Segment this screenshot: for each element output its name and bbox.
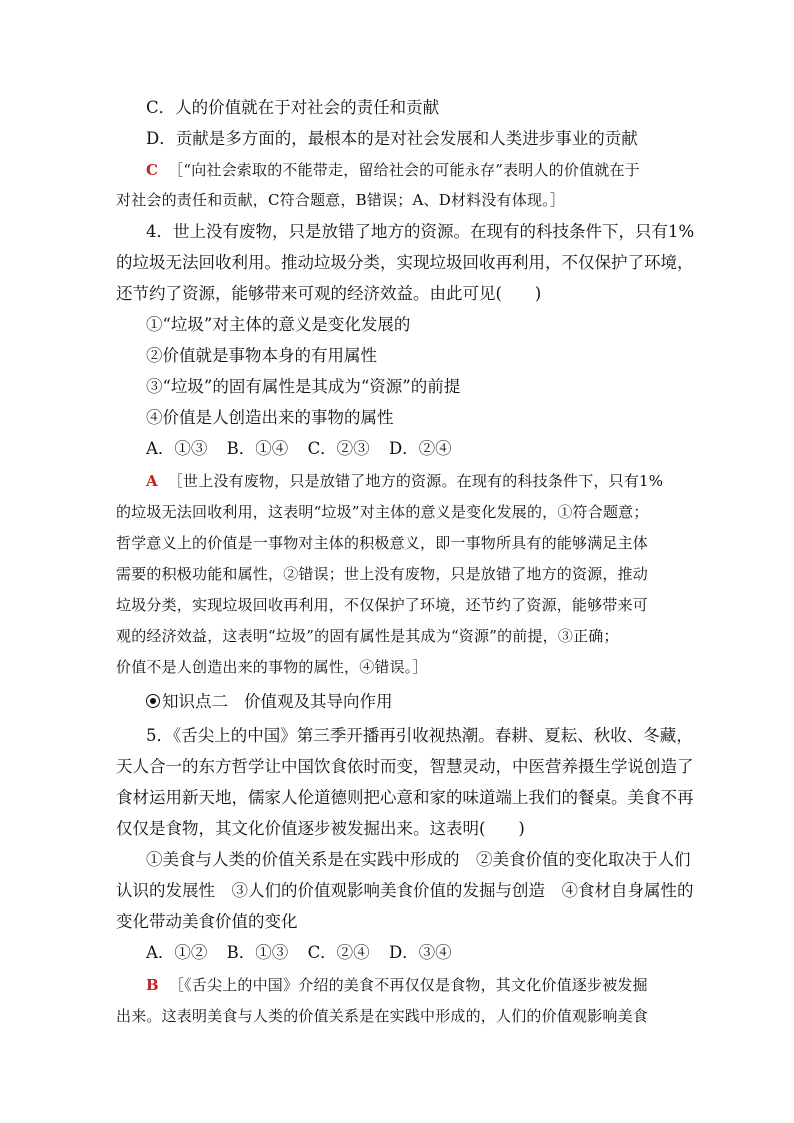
q5-options bbox=[146, 942, 686, 964]
q5-stem-line: 天人合一的东方哲学让中国饮食依时而变，智慧灵动，中医营养摄生学说创造了 bbox=[116, 757, 694, 776]
q4-answer-line: 的垃圾无法回收利用，这表明“垃圾”对主体的意义是变化发展的，①符合题意； bbox=[116, 503, 649, 521]
q4-answer-line: 观的经济效益，这表明“垃圾”的固有属性是其成为“资源”的前提，③正确； bbox=[116, 627, 619, 645]
q4-answer-line bbox=[146, 470, 686, 492]
q4-option-d: D．②④ bbox=[388, 439, 452, 458]
q4-answer-line: 垃圾分类，实现垃圾回收再利用，不仅保护了环境，还节约了资源，能够带来可 bbox=[116, 596, 649, 614]
q3-option-d: D．贡献是多方面的，最根本的是对社会发展和人类进步事业的贡献 bbox=[146, 129, 638, 148]
q4-stem-line: 还节约了资源，能够带来可观的经济效益。由此可见( ) bbox=[116, 284, 542, 303]
q5-items-line: 变化带动美食价值的变化 bbox=[116, 912, 298, 931]
q5-answer-line bbox=[146, 974, 686, 996]
section-title: 价值观及其导向作用 bbox=[244, 692, 393, 711]
q4-answer-line: 价值不是人创造出来的事物的属性，④错误。］ bbox=[116, 658, 428, 676]
q4-answer-text: ［世上没有废物，只是放错了地方的资源。在现有的科技条件下，只有1% bbox=[167, 472, 664, 490]
section-label: 知识点二 bbox=[162, 692, 228, 711]
q4-item-3: ③“垃圾”的固有属性是其成为“资源”的前提 bbox=[146, 377, 461, 396]
q5-option-b: B．①③ bbox=[226, 943, 289, 962]
q5-option-a: A．①② bbox=[146, 943, 208, 962]
q5-stem-line: 仅仅是食物，其文化价值逐步被发掘出来。这表明( ) bbox=[116, 819, 525, 838]
q3-answer-line2: 对社会的责任和贡献，C符合题意，B错误；A、D材料没有体现。］ bbox=[116, 191, 566, 209]
q5-answer-line: 出来。这表明美食与人类的价值关系是在实践中形成的，人们的价值观影响美食 bbox=[116, 1007, 649, 1025]
section-heading bbox=[146, 690, 393, 714]
q4-option-a: A．①③ bbox=[146, 439, 208, 458]
q4-option-c: C．②③ bbox=[307, 439, 370, 458]
q4-item-4: ④价值是人创造出来的事物的属性 bbox=[146, 408, 394, 427]
q4-options bbox=[146, 438, 686, 460]
q5-answer-text: ［《舌尖上的中国》介绍的美食不再仅仅是食物，其文化价值逐步被发掘 bbox=[168, 976, 648, 994]
q5-option-c: C．②④ bbox=[307, 943, 370, 962]
q4-item-1: ①“垃圾”对主体的意义是变化发展的 bbox=[146, 315, 411, 334]
q5-items-line: ①美食与人类的价值关系是在实践中形成的 ②美食价值的变化取决于人们 bbox=[146, 850, 691, 869]
q3-option-c: C．人的价值就在于对社会的责任和贡献 bbox=[146, 98, 440, 117]
q4-option-b: B．①④ bbox=[226, 439, 289, 458]
q4-answer-line: 哲学意义上的价值是一事物对主体的积极意义，即一事物所具有的能够满足主体 bbox=[116, 534, 649, 552]
q4-stem-line: 4．世上没有废物，只是放错了地方的资源。在现有的科技条件下，只有1% bbox=[146, 222, 695, 241]
q5-option-d: D．③④ bbox=[388, 943, 452, 962]
q4-stem-line: 的垃圾无法回收利用。推动垃圾分类，实现垃圾回收再利用，不仅保护了环境， bbox=[116, 253, 694, 272]
target-bullet-icon bbox=[146, 694, 160, 708]
q4-answer-line: 需要的积极功能和属性，②错误；世上没有废物，只是放错了地方的资源，推动 bbox=[116, 565, 649, 583]
q4-answer-letter: A bbox=[146, 472, 158, 490]
q3-answer-letter: C bbox=[146, 161, 159, 179]
q5-stem-line: 5．《舌尖上的中国》第三季开播再引收视热潮。春耕、夏耘、秋收、冬藏， bbox=[146, 726, 693, 745]
q3-answer-text: ［“向社会索取的不能带走，留给社会的可能永存”表明人的价值就在于 bbox=[168, 161, 640, 179]
q4-item-2: ②价值就是事物本身的有用属性 bbox=[146, 346, 377, 365]
q5-stem-line: 食材运用新天地，儒家人伦道德则把心意和家的味道端上我们的餐桌。美食不再 bbox=[116, 788, 694, 807]
q5-items-line: 认识的发展性 ③人们的价值观影响美食价值的发掘与创造 ④食材自身属性的 bbox=[116, 881, 694, 900]
q5-answer-letter: B bbox=[146, 976, 159, 994]
q3-answer-line bbox=[146, 159, 686, 181]
